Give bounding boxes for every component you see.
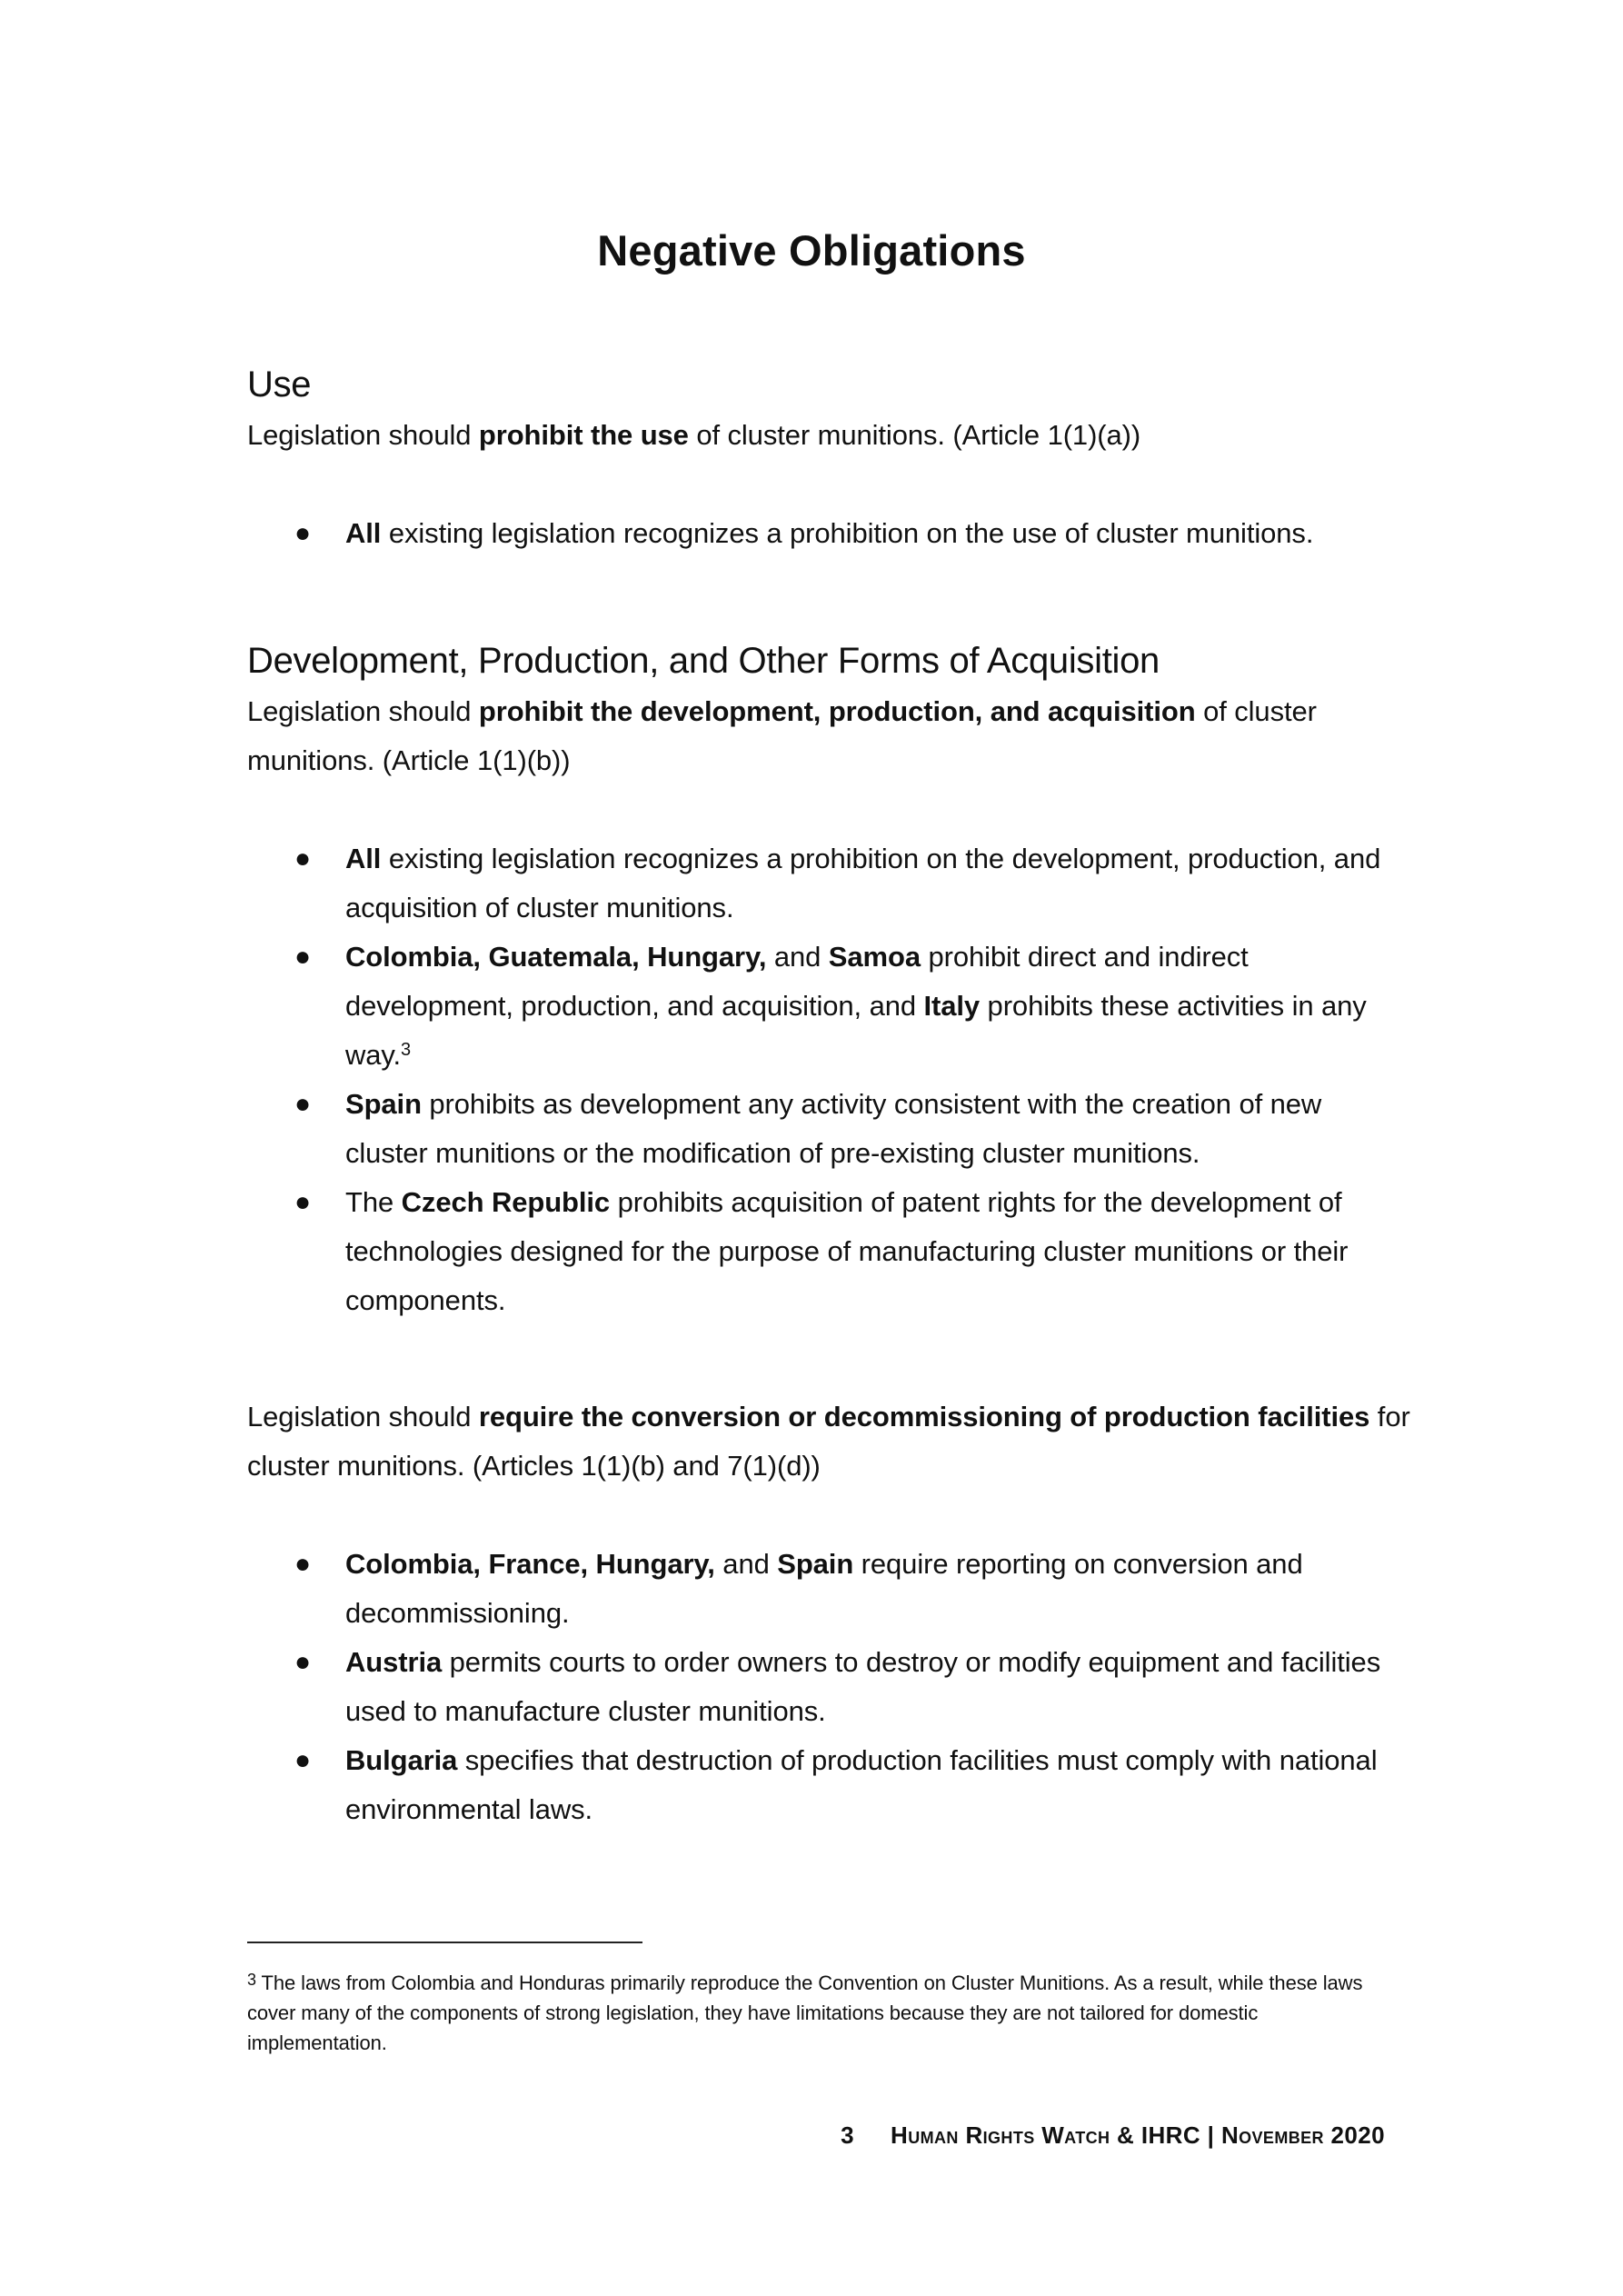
footnote-text: The laws from Colombia and Honduras primarily reproduce the Convention on Cluster Munitions. As a result, while these laws cover many of the components of strong legislation, they have limitations because they are not tailored for domestic implementation. [247, 1972, 1363, 2054]
list-item: ● Spain prohibits as development any activity consistent with the creation of new cluster munitions or the modification of pre-existing cluster munitions. [294, 1088, 1322, 1169]
footer-date: November 2020 [1220, 2121, 1385, 2149]
section-development [247, 638, 1410, 1325]
paragraph-conversion: Legislation should require the conversion or decommissioning of production facilities for cluster munitions. (Articles 1(1)(b) and 7(1)(d)) [247, 1401, 1410, 1482]
footnote [247, 1965, 1397, 2058]
list-item: ● Austria permits courts to order owners to destroy or modify equipment and facilities used to manufacture cluster munitions. [294, 1646, 1381, 1727]
section-conversion [247, 1393, 1410, 1834]
page-number: 3 [841, 2121, 855, 2149]
page-footer [841, 2121, 1385, 2150]
footer-org: Human Rights Watch & IHRC [891, 2121, 1201, 2149]
paragraph-development: Legislation should prohibit the development, production, and acquisition of cluster munitions. (Article 1(1)(b)) [247, 695, 1317, 776]
bullet-list-conversion [247, 1540, 1410, 1834]
section-heading-development: Development, Production, and Other Forms of Acquisition [247, 641, 1160, 681]
bullet-list-development [247, 834, 1410, 1325]
list-item: ● All existing legislation recognizes a prohibition on the use of cluster munitions. [294, 517, 1314, 549]
list-item: ● All existing legislation recognizes a prohibition on the development, production, and acquisition of cluster munitions. [294, 843, 1381, 923]
list-item: ● Colombia, Guatemala, Hungary, and Samoa prohibit direct and indirect development, production, and acquisition, and Italy prohibits these activities in any way.$^3$ [294, 941, 1367, 1071]
bullet-list-use [247, 509, 1410, 558]
footnote-ref[interactable]: 3 [401, 1040, 412, 1060]
section-heading-use: Use [247, 364, 312, 404]
list-item: ● Colombia, France, Hungary, and Spain require reporting on conversion and decommissioning. [294, 1548, 1303, 1629]
footnote-divider [247, 1942, 642, 1943]
page-title: Negative Obligations [597, 226, 1026, 275]
footnote-number: 3 [247, 1971, 256, 1989]
section-use [247, 362, 1410, 558]
footer-separator: | [1200, 2121, 1221, 2149]
list-item: ● The Czech Republic prohibits acquisition of patent rights for the development of technologies designed for the purpose of manufacturing cluster munitions or their components. [294, 1186, 1349, 1316]
list-item: ● Bulgaria specifies that destruction of production facilities must comply with national environmental laws. [294, 1744, 1378, 1825]
paragraph-use: Legislation should prohibit the use of cluster munitions. (Article 1(1)(a)) [247, 419, 1141, 451]
